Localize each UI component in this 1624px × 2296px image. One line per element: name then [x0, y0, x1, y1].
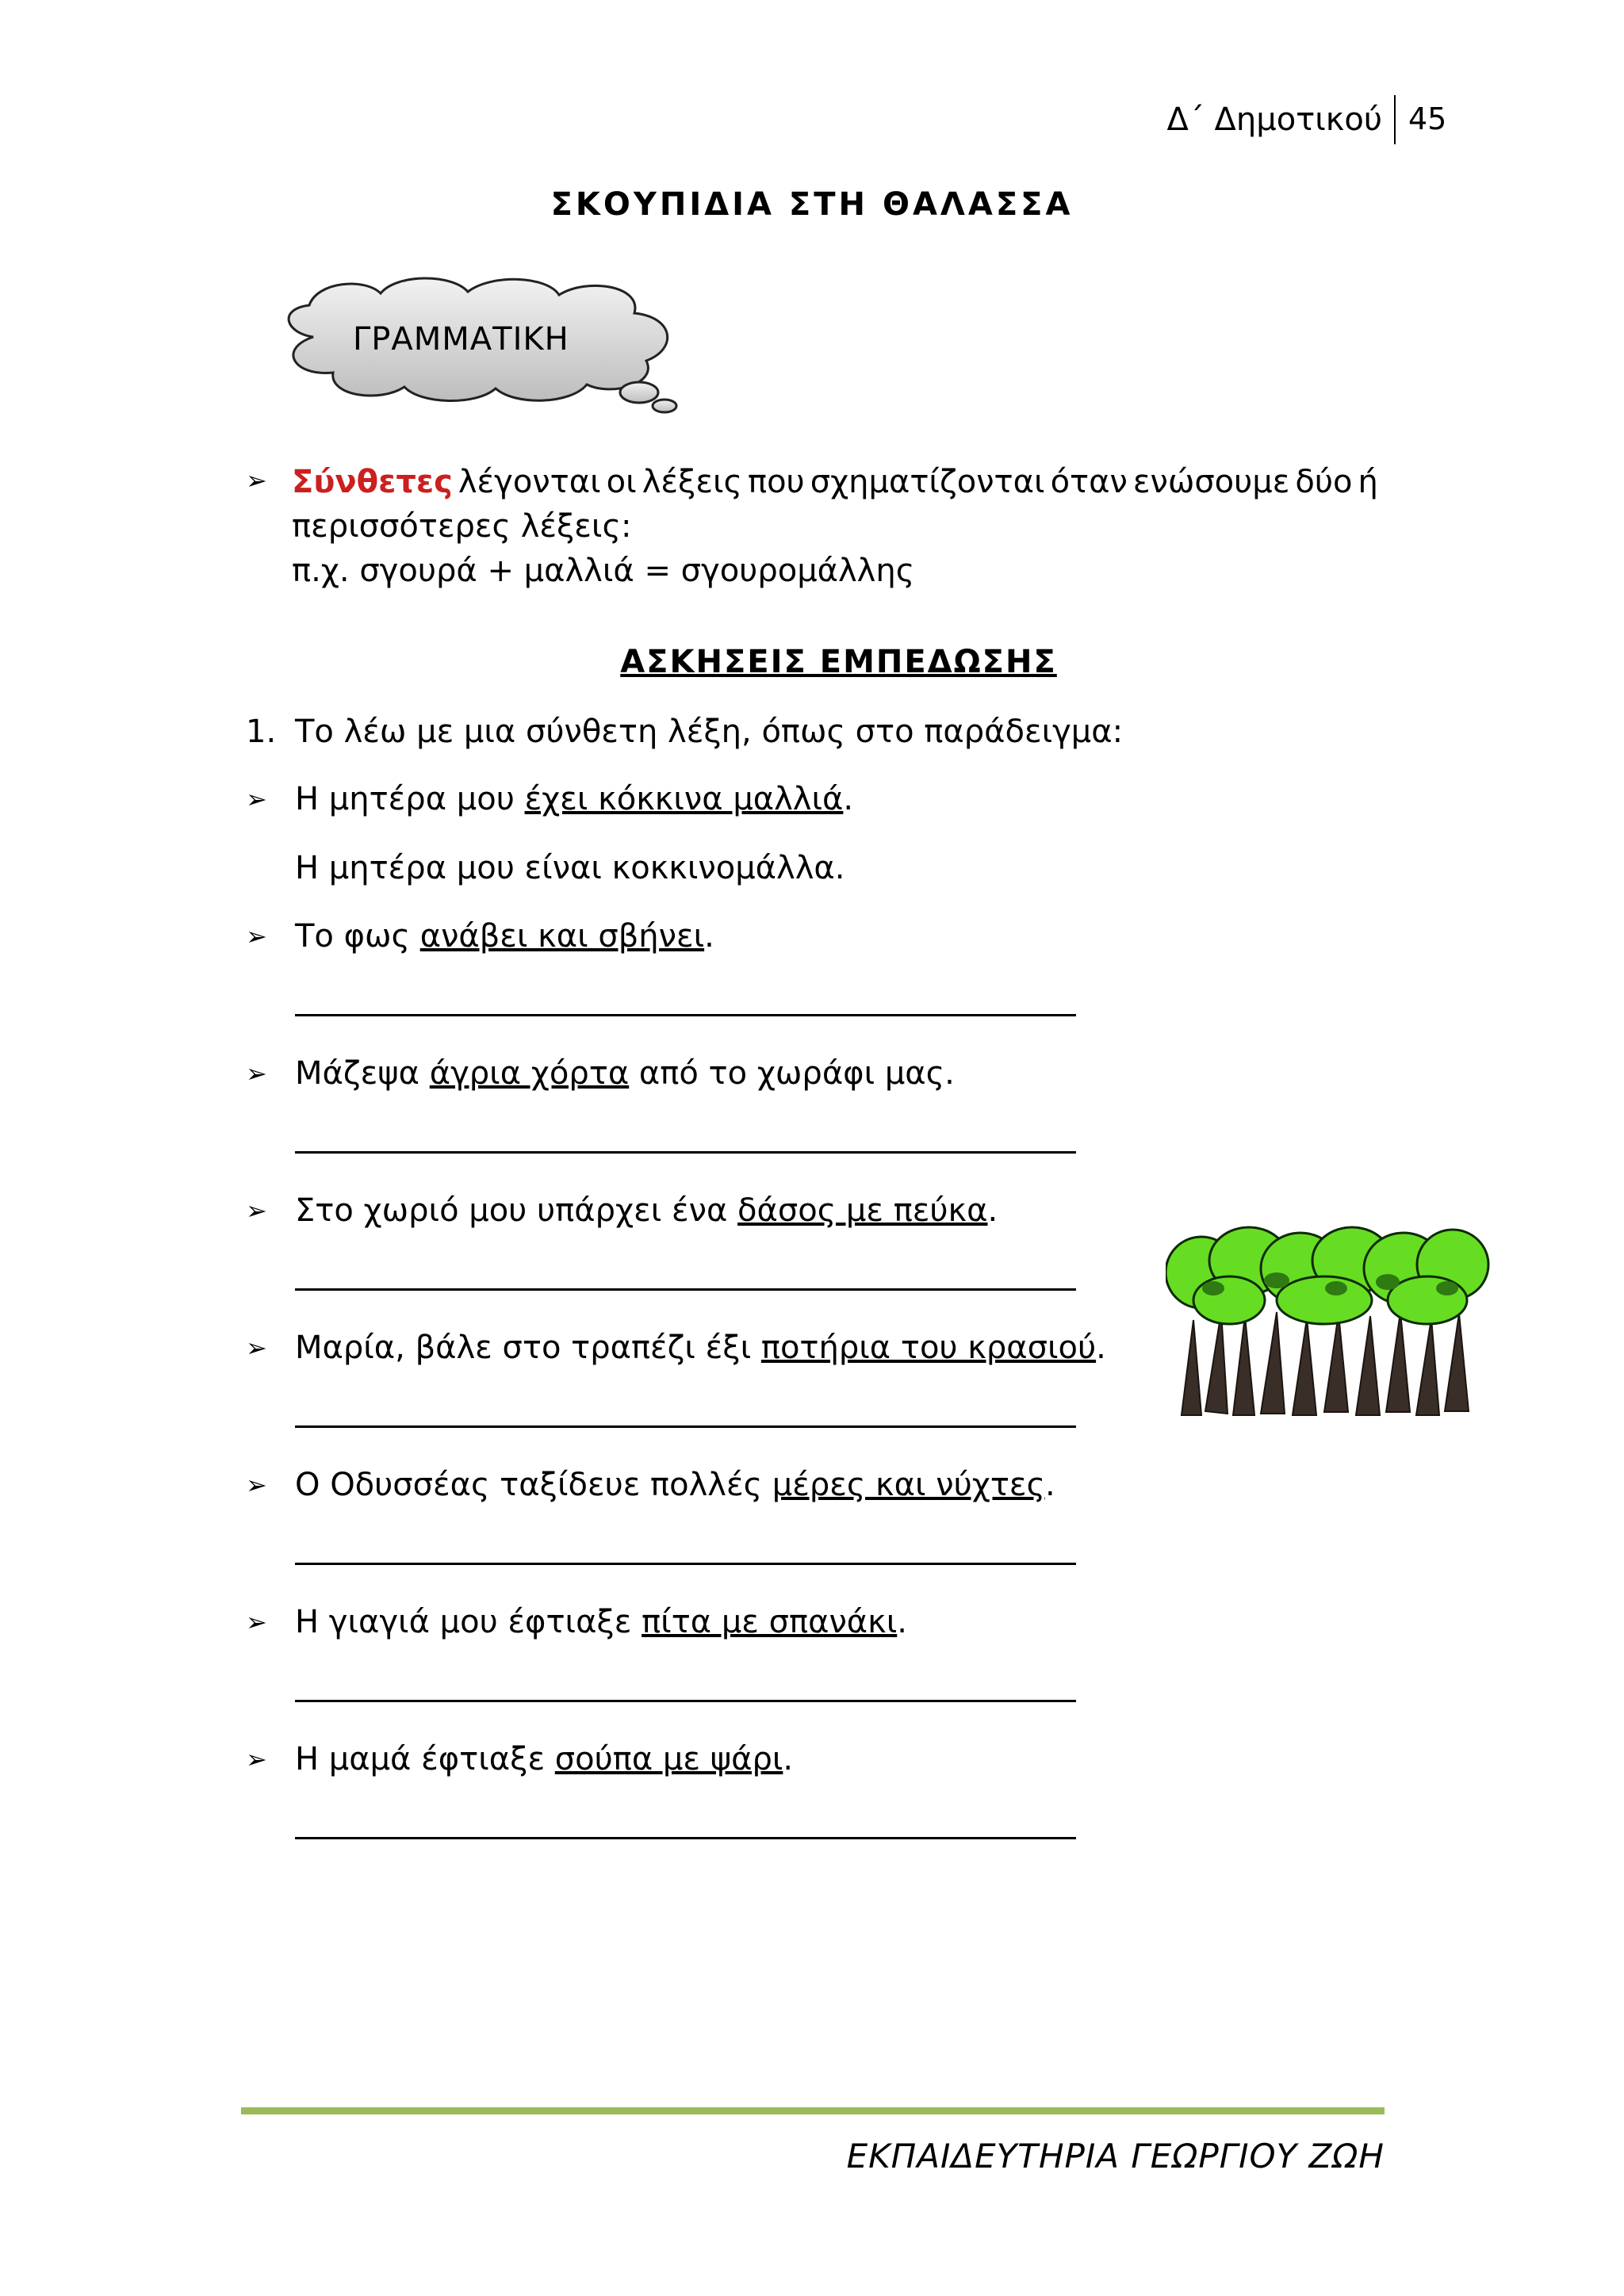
intro-word: ενώσουμε: [1132, 464, 1290, 500]
answer-blank-line[interactable]: [295, 1700, 1076, 1702]
page-title: ΣΚΟΥΠΙΔΙΑ ΣΤΗ ΘΑΛΑΣΣΑ: [550, 186, 1074, 223]
intro-word: σχηματίζονται: [810, 464, 1045, 500]
intro-example: π.χ. σγουρά + μαλλιά = σγουρομάλλης: [292, 553, 915, 589]
intro-line-2: περισσότερες λέξεις:: [292, 508, 632, 545]
exercise-sentence: Ο Οδυσσέας ταξίδευε πολλές μέρες και νύχτες.: [295, 1467, 1055, 1503]
intro-word: που: [747, 464, 805, 500]
bullet-arrow-icon: ➢: [246, 784, 267, 814]
bullet-arrow-icon: ➢: [246, 921, 267, 951]
exercise-sentence: Η μαμά έφτιαξε σούπα με ψάρι.: [295, 1741, 794, 1777]
answer-blank-line[interactable]: [295, 1425, 1076, 1428]
footer-rule: [241, 2107, 1385, 2114]
intro-paragraph: [292, 460, 1378, 593]
keyword: Σύνθετες: [292, 464, 453, 500]
answer-blank-line[interactable]: [295, 1014, 1076, 1016]
answer-blank-line[interactable]: [295, 1837, 1076, 1839]
exercises-title: ΑΣΚΗΣΕΙΣ ΕΜΠΕΔΩΣΗΣ: [620, 644, 1057, 680]
header-divider: [1394, 95, 1396, 144]
intro-word: δύο: [1295, 464, 1353, 500]
intro-word: όταν: [1050, 464, 1128, 500]
page-number: 45: [1408, 101, 1447, 136]
example-answer: Η μητέρα μου είναι κοκκινομάλλα.: [295, 850, 845, 886]
bullet-arrow-icon: ➢: [246, 1333, 267, 1363]
answer-blank-line[interactable]: [295, 1563, 1076, 1565]
footer-text: ΕΚΠΑΙΔΕΥΤΗΡΙΑ ΓΕΩΡΓΙΟΥ ΖΩΗ: [846, 2137, 1385, 2175]
bullet-arrow-icon: ➢: [246, 1058, 267, 1089]
forest-image: [1166, 1225, 1491, 1419]
answer-blank-line[interactable]: [295, 1151, 1076, 1154]
exercise-sentence: Μαρία, βάλε στο τραπέζι έξι ποτήρια του κρασιού.: [295, 1330, 1106, 1366]
exercise-sentence: Μάζεψα άγρια χόρτα από το χωράφι μας.: [295, 1055, 955, 1092]
intro-word: λέξεις: [642, 464, 742, 500]
question-text: Το λέω με μια σύνθετη λέξη, όπως στο παράδειγμα:: [295, 714, 1124, 750]
exercise-sentence: Το φως ανάβει και σβήνει.: [295, 918, 714, 955]
example-sentence: Η μητέρα μου έχει κόκκινα μαλλιά.: [295, 781, 854, 817]
bullet-arrow-icon: ➢: [246, 1744, 267, 1774]
intro-word: λέγονται: [458, 464, 601, 500]
bullet-arrow-icon: ➢: [246, 465, 267, 496]
answer-blank-line[interactable]: [295, 1288, 1076, 1291]
intro-word: ή: [1358, 464, 1378, 500]
intro-word: οι: [606, 464, 637, 500]
bullet-arrow-icon: ➢: [246, 1470, 267, 1500]
header-grade: Δ΄ Δημοτικού: [1166, 101, 1382, 138]
bullet-arrow-icon: ➢: [246, 1196, 267, 1226]
exercise-sentence: Στο χωριό μου υπάρχει ένα δάσος με πεύκα.: [295, 1192, 998, 1229]
exercise-sentence: Η γιαγιά μου έφτιαξε πίτα με σπανάκι.: [295, 1604, 907, 1640]
question-number: 1.: [246, 714, 277, 750]
bullet-arrow-icon: ➢: [246, 1607, 267, 1637]
cloud-label: ΓΡΑΜΜΑΤΙΚΗ: [353, 321, 569, 358]
